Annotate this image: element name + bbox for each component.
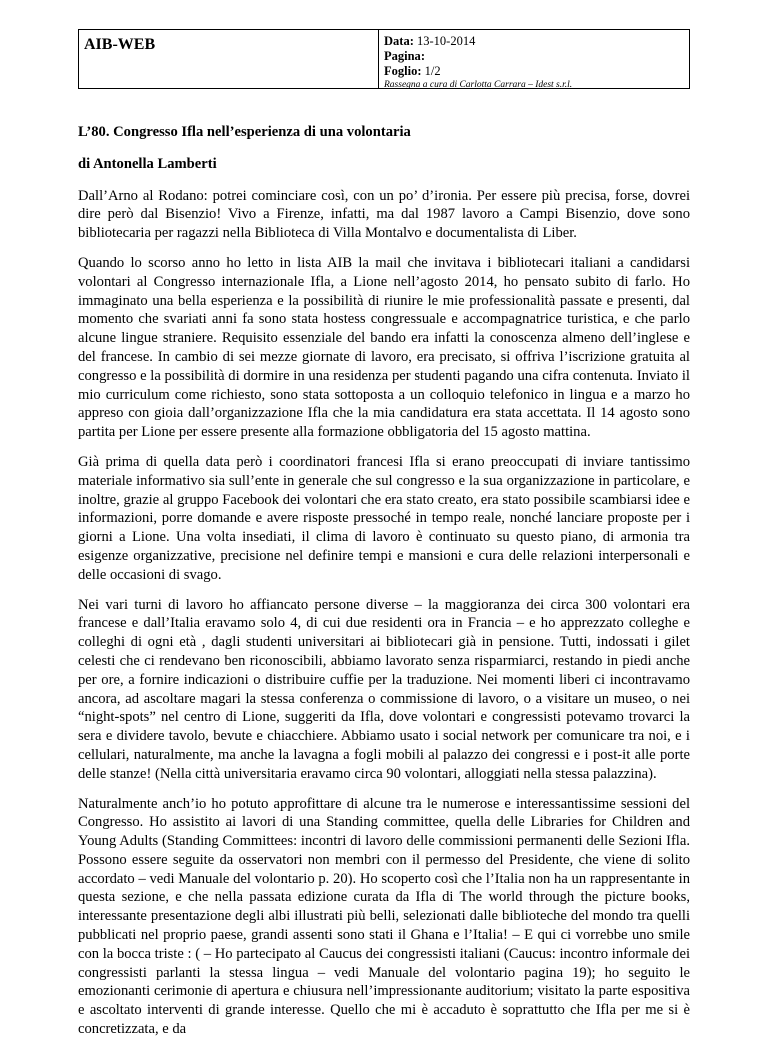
paragraph: Naturalmente anch’io ho potuto approfittare di alcune tra le numerose e interessantissime sessioni del Congresso. Ho assistito ai lavori di una Standing committee, quella delle Libraries for Children and Young Adults (Standing Committees: incontri di lavoro delle commissioni permanenti delle Sezioni Ifla. Possono essere seguite da osservatori non membri con il permesso del Presidente, che viene di solito accordato – vedi Manuale del volontario p. 20). Ho scoperto così che l’Italia non ha un rappresentante in questa sezione, e che nella passata edizione curata da Ifla di The world through the picture books, interessante presentazione degli albi illustrati più belli, selezionati dalle biblioteche del mondo tra quelli pubblicati nel proprio paese, grandi assenti sono stati il Ghana e l’Italia! – E qui ci vorrebbe uno smile con la bocca triste : ( – Ho partecipato al Caucus dei congressisti italiani (Caucus: incontro informale dei congressisti parlanti la stessa lingua – vedi Manuale del volontario pagina 19); ho seguito le emozionanti cerimonie di apertura e chiusura nell’impressionante auditorium; visitato la parte espositiva e ascoltato interventi di grande interesse. Quello che mi è accaduto è soprattutto che Ifla per me si è concretizzata, e da — [78, 795, 690, 1038]
date-line: Data: 13-10-2014 — [384, 34, 476, 48]
paragraph: Già prima di quella data però i coordinatori francesi Ifla si erano preoccupati di inviare tantissimo materiale informativo sia sull’ente in generale che sul congresso e la sua organizzazione in particolare, e inoltre, grazie al gruppo Facebook dei volontari che era stato creato, era stato possibile scambiarsi idee e informazioni, porre domande e avere risposte pressoché in tempo reale, nonché lanciare proposte per i giorni a Lione. Una volta insediati, il clima di lavoro è continuato su questo piano, di armonia tra esigenze organizzative, precisione nel definire tempi e mansioni e cura delle relazioni interpersonali e delle occasioni di svago. — [78, 453, 690, 583]
curator-note: Rassegna a cura di Carlotta Carrara – Idest s.r.l. — [384, 80, 573, 90]
date-value: 13-10-2014 — [413, 34, 476, 48]
date-label: Data — [384, 34, 410, 48]
paragraph: Nei vari turni di lavoro ho affiancato persone diverse – la maggioranza dei circa 300 volontari era francese e dall’Italia eravamo solo 4, di cui due residenti ora in Francia – e ho apprezzato colleghe e colleghi di ogni età , dagli studenti universitari ai bibliotecari già in pensione. Tutti, indossati i gilet celesti che ci rendevano ben riconoscibili, abbiamo lavorato senza risparmiarci, restando in piedi anche per ore, a fornire indicazioni o distribuire cuffie per la traduzione. Nei momenti liberi ci incontravamo ancora, ad ascoltare magari la stessa conferenza o commissione di lavoro, o a visitare un museo, o nei “night-spots” nel centro di Lione, suggeriti da Ifla, dove volontari e congressisti potevamo trovarci la sera e dividere tavolo, bevute e chiacchiere. Abbiamo usato i social network per comunicare tra noi, e i cellulari, naturalmente, ma anche la lavagna a fogli mobili al palazzo dei congressi e i post-it alle porte delle stanze! (Nella città universitaria eravamo circa 90 volontari, alloggiati nella stessa palazzina). — [78, 596, 690, 782]
paragraph: Dall’Arno al Rodano: potrei cominciare così, con un po’ d’ironia. Per essere più precisa, forse, dovrei dire però dal Bisenzio! Vivo a Firenze, infatti, ma dal 1987 lavoro a Campi Bisenzio, dove sono bibliotecaria per ragazzi nella Biblioteca di Villa Montalvo e documentalista di Liber. — [78, 187, 690, 242]
page-line: Pagina: — [384, 49, 425, 63]
sheet-value: 1/2 — [421, 64, 441, 78]
header-meta — [379, 30, 689, 88]
article-body — [78, 123, 690, 1050]
article-title: L’80. Congresso Ifla nell’esperienza di una volontaria — [78, 124, 411, 140]
page-label: Pagina — [384, 49, 421, 63]
paragraph: Quando lo scorso anno ho letto in lista AIB la mail che invitava i bibliotecari italiani a candidarsi volontari al Congresso internazionale Ifla, a Lione nell’agosto 2014, ho pensato subito di farlo. Ho immaginato una bella esperienza e la possibilità di riunire le mie professionalità passate e presenti, dal momento che svariati anni fa sono stata hostess congressuale e accompagnatrice turistica, e che parlo alcune lingue straniere. Requisito essenziale del bando era infatti la conoscenza almeno dell’inglese e del francese. In cambio di sei mezze giornate di lavoro, era precisato, si offriva l’iscrizione gratuita al congresso e la possibilità di dormire in una residenza per studenti pagando una cifra contenuta. Inviato il mio curriculum come richiesto, sono stata sottoposta a un colloquio telefonico in lingua e a marzo ho appreso con gioia dall’organizzazione Ifla che la mia candidatura era stata accettata. Il 14 agosto sono partita per Lione per essere presente alla formazione obbligatoria del 15 agosto mattina. — [78, 254, 690, 441]
sheet-line: Foglio: 1/2 — [384, 64, 441, 78]
article-author: di Antonella Lamberti — [78, 155, 217, 172]
press-review-header — [78, 29, 690, 89]
sheet-label: Foglio — [384, 64, 418, 78]
source-name: AIB-WEB — [79, 30, 379, 88]
